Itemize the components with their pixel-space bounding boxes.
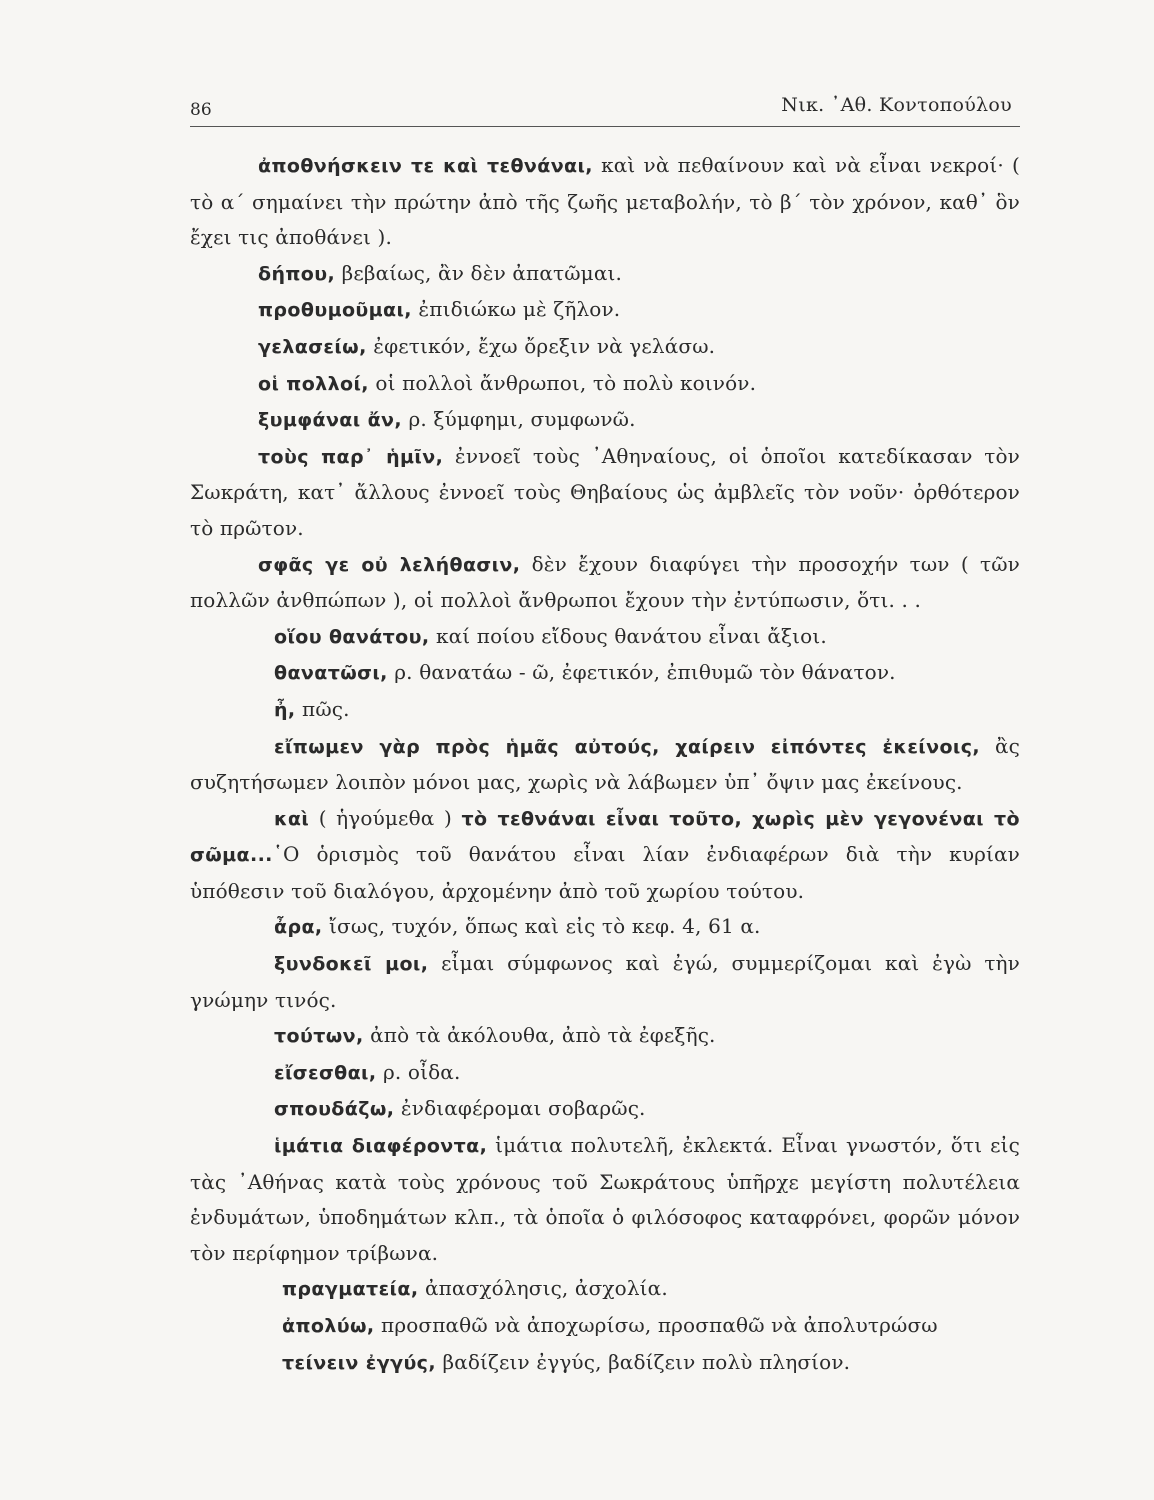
entry-term: δήπου, <box>258 262 336 285</box>
glossary-entry <box>190 909 1020 946</box>
glossary-entry <box>190 439 1020 547</box>
entry-term: σφᾶς γε οὐ λελήθασιν, <box>258 553 521 576</box>
entry-definition: βεβαίως, ἂν δὲν ἀπατῶμαι. <box>335 260 622 285</box>
entry-definition: ἐπιδιώκω μὲ ζῆλον. <box>411 297 621 322</box>
entry-definition: ( ἡγούμεθα ) <box>309 805 462 830</box>
entry-term: θανατῶσι, <box>274 662 388 685</box>
glossary-entry <box>190 801 1020 910</box>
glossary-entry <box>190 366 1020 403</box>
glossary-entry <box>190 729 1020 801</box>
entry-term: ἀποθνήσκειν τε καὶ τεθνάναι, <box>258 155 593 177</box>
entry-term: τείνειν ἐγγύς, <box>282 1351 436 1374</box>
glossary-entry <box>190 1018 1020 1055</box>
entry-term: εἴπωμεν γὰρ πρὸς ἡμᾶς αὐτούς, χαίρειν εἰπόντες ἐκείνοις, <box>274 735 980 758</box>
entry-definition: ἀπασχόλησις, ἀσχολία. <box>418 1276 668 1301</box>
entry-definition: ἂς συζητήσωμεν λοιπὸν μόνοι μας, χωρὶς νὰ λάβωμεν ὑπ᾿ ὄψιν μας ἐκείνους. <box>190 733 1020 795</box>
entry-definition: πῶς. <box>295 696 350 721</box>
entry-definition: προσπαθῶ νὰ ἀποχωρίσω, προσπαθῶ νὰ ἀπολυτρώσω <box>374 1313 938 1337</box>
glossary-entry <box>190 1055 1020 1092</box>
glossary-entry <box>190 946 1020 1018</box>
entry-term: καὶ <box>274 807 310 830</box>
entry-definition: ἴσως, τυχόν, ὅπως καὶ εἰς τὸ κεφ. 4, 61 α. <box>322 914 761 939</box>
glossary-entry <box>190 655 1020 692</box>
entry-term: προθυμοῦμαι, <box>258 299 412 322</box>
entry-definition: οἱ πολλοὶ ἄνθρωποι, τὸ πολὺ κοινόν. <box>368 370 757 395</box>
entry-term: ἆρα, <box>274 916 323 939</box>
entry-term: ἦ, <box>274 698 296 721</box>
glossary-entry <box>190 1128 1020 1271</box>
entry-term-secondary: τὸ τεθνάναι εἶναι τοῦτο, χωρὶς μὲν γεγονέναι τὸ σῶμα... <box>190 807 1020 867</box>
entry-term: ξυνδοκεῖ μοι, <box>274 953 429 976</box>
glossary-entry <box>190 692 1020 729</box>
entry-term: σπουδάζω, <box>274 1098 395 1121</box>
entry-definition: καὶ νὰ πεθαίνουν καὶ νὰ εἶναι νεκροί· ( τὸ α΄ σημαίνει τὴν πρώτην ἀπὸ τῆς ζωῆς μεταβολήν, τὸ β΄ τὸν χρόνον, καθ᾿ ὃν ἔχει τις ἀποθάνει ). <box>190 153 1020 250</box>
entry-term: τούτων, <box>274 1025 364 1048</box>
page-number: 86 <box>190 100 212 120</box>
entry-term: τοὺς παρ᾿ ἡμῖν, <box>258 445 444 468</box>
entry-definition: ρ. ξύμφημι, συμφωνῶ. <box>401 407 636 432</box>
entry-definition: ρ. οἶδα. <box>376 1059 461 1084</box>
glossary-entry <box>190 148 1020 256</box>
entry-definition: βαδίζειν ἐγγύς, βαδίζειν πολὺ πλησίον. <box>435 1349 851 1374</box>
glossary-entry <box>190 1345 1020 1382</box>
glossary-entry <box>190 329 1020 366</box>
header-rule <box>190 126 1020 127</box>
entry-definition-secondary: ῾Ο ὁρισμὸς τοῦ θανάτου εἶναι λίαν ἐνδιαφέρων διὰ τὴν κυρίαν ὑπόθεσιν τοῦ διαλόγου, ἀρχομένην ἀπὸ τοῦ χωρίου τούτου. <box>190 842 1020 903</box>
entry-definition: ἐφετικόν, ἔχω ὄρεξιν νὰ γελάσω. <box>366 333 716 358</box>
running-title: Νικ. ᾿Αθ. Κοντοπούλου <box>781 94 1012 116</box>
glossary-entry <box>190 1271 1020 1308</box>
entry-term: πραγματεία, <box>282 1278 419 1301</box>
glossary-entry <box>190 547 1020 619</box>
entry-definition: εἶμαι σύμφωνος καὶ ἐγώ, συμμερίζομαι καὶ ἐγὼ τὴν γνώμην τινός. <box>190 951 1020 1012</box>
glossary-entry <box>190 402 1020 439</box>
entry-definition: ρ. θανατάω - ῶ, ἐφετικόν, ἐπιθυμῶ τὸν θάνατον. <box>387 660 896 685</box>
glossary-entry <box>190 1091 1020 1128</box>
glossary-entry <box>190 1308 1020 1345</box>
entry-definition: ἀπὸ τὰ ἀκόλουθα, ἀπὸ τὰ ἐφεξῆς. <box>363 1023 716 1048</box>
entry-definition: δὲν ἔχουν διαφύγει τὴν προσοχήν των ( τῶν πολλῶν ἀνθπώπων ), οἱ πολλοὶ ἄνθρωποι ἔχουν τὴν ἐντύπωσιν, ὅτι. . . <box>190 551 1020 613</box>
entry-definition: ἱμάτια πολυτελῆ, ἐκλεκτά. Εἶναι γνωστόν, ὅτι εἰς τὰς ᾿Αθήνας κατὰ τοὺς χρόνους τοῦ Σωκράτους ὑπῆρχε μεγίστη πολυτέλεια ἐνδυμάτων, ὑποδημάτων κλπ., τὰ ὁποῖα ὁ φιλόσοφος καταφρόνει, φορῶν μόνον τὸν περίφημον τρίβωνα. <box>190 1133 1021 1265</box>
entry-term: εἴσεσθαι, <box>274 1061 377 1084</box>
glossary-entry <box>190 292 1020 329</box>
entry-term: ἱμάτια διαφέροντα, <box>274 1135 488 1158</box>
entry-term: οἵου θανάτου, <box>274 625 430 648</box>
entry-term: οἱ πολλοί, <box>258 372 369 395</box>
glossary-entry <box>190 256 1020 293</box>
entry-term: γελασείω, <box>258 335 367 358</box>
page-header <box>190 82 1020 120</box>
entry-term: ἀπολύω, <box>282 1315 375 1337</box>
entry-definition: καί ποίου εἴδους θανάτου εἶναι ἄξιοι. <box>429 623 827 648</box>
entry-term: ξυμφάναι ἄν, <box>258 409 402 432</box>
entry-definition: ἐνδιαφέρομαι σοβαρῶς. <box>394 1096 646 1121</box>
entry-definition: ἐννοεῖ τοὺς ᾿Αθηναίους, οἱ ὁποῖοι κατεδίκασαν τὸν Σωκράτη, κατ᾿ ἄλλους ἐννοεῖ τοὺς Θηβαίους ὡς ἀμβλεῖς τὸν νοῦν· ὀρθότερον τὸ πρῶτον. <box>190 443 1020 540</box>
glossary-entry <box>190 619 1020 656</box>
glossary-body <box>190 148 1020 1381</box>
